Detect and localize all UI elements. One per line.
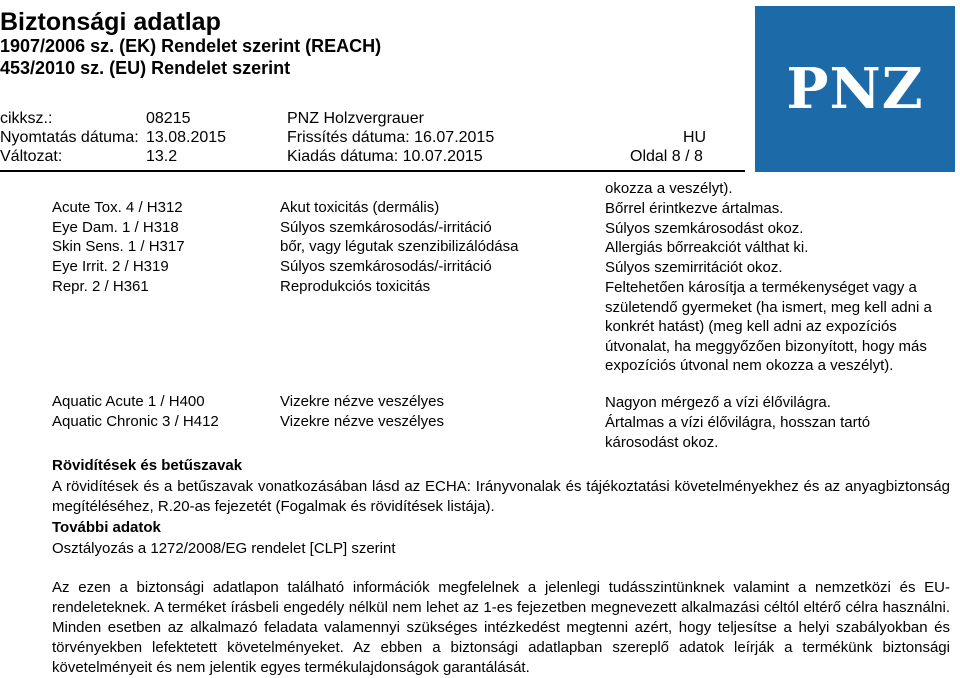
hazard-statement: Bőrrel érintkezve ártalmas. xyxy=(605,200,784,217)
item-number-value: 08215 xyxy=(146,110,191,127)
hazard-code: Acute Tox. 4 / H312 xyxy=(52,199,183,216)
hazard-statement: Allergiás bőrreakciót válthat ki. xyxy=(605,239,809,256)
classification-note: Osztályozás a 1272/2008/EG rendelet [CLP] szerint xyxy=(52,540,396,557)
header-divider xyxy=(0,170,745,172)
hazard-class: Súlyos szemkárosodás/-irritáció xyxy=(280,219,492,236)
refresh-date: Frissítés dátuma: 16.07.2015 xyxy=(287,129,495,146)
further-info-title: További adatok xyxy=(52,519,161,536)
print-date-value: 13.08.2015 xyxy=(146,129,227,146)
abbreviations-text: A rövidítések és a betűszavak vonatkozásában lásd az ECHA: Irányvonalak és tájékoztatási követelményekhez és az anyagbiztonság megítéléséhez, R.20-as fejezetét (Fogalmak és rövidítések listája). xyxy=(52,478,950,515)
hazard-statement: Feltehetően károsítja a termékenységet vagy a születendő gyermeket (ha ismert, meg kell adni a konkrét hatást) (meg kell adni az expozíciós útvonalat, ha meggyőzően bizonyított, hogy más expozíciós útvonal nem okozza a veszélyt). xyxy=(605,279,932,374)
regulation-line-2: 453/2010 sz. (EU) Rendelet szerint xyxy=(0,58,291,78)
statement-continuation: okozza a veszélyt). xyxy=(605,180,733,197)
hazard-class: Vizekre nézve veszélyes xyxy=(280,393,444,410)
product-name: PNZ Holzvergrauer xyxy=(287,110,424,127)
hazard-class: Súlyos szemkárosodás/-irritáció xyxy=(280,258,492,275)
hazard-statement: Nagyon mérgező a vízi élővilágra. xyxy=(605,394,831,411)
regulation-line-1: 1907/2006 sz. (EK) Rendelet szerint (REACH) xyxy=(0,36,382,56)
hazard-class: bőr, vagy légutak szenzibilizálódása xyxy=(280,238,519,255)
hazard-code: Skin Sens. 1 / H317 xyxy=(52,238,185,255)
country-code: HU xyxy=(683,129,707,146)
issue-date: Kiadás dátuma: 10.07.2015 xyxy=(287,148,483,165)
hazard-code: Aquatic Acute 1 / H400 xyxy=(52,393,205,410)
hazard-class: Vizekre nézve veszélyes xyxy=(280,413,444,430)
document-title: Biztonsági adatlap xyxy=(0,8,221,36)
hazard-statement: Súlyos szemirritációt okoz. xyxy=(605,259,783,276)
hazard-code: Eye Dam. 1 / H318 xyxy=(52,219,179,236)
version-value: 13.2 xyxy=(146,148,178,165)
page-number: Oldal 8 / 8 xyxy=(630,148,703,165)
hazard-code: Aquatic Chronic 3 / H412 xyxy=(52,413,219,430)
hazard-statement: Súlyos szemkárosodást okoz. xyxy=(605,220,804,237)
hazard-code: Repr. 2 / H361 xyxy=(52,278,149,295)
hazard-class: Akut toxicitás (dermális) xyxy=(280,199,440,216)
print-date-label: Nyomtatás dátuma: xyxy=(0,129,139,146)
hazard-code: Eye Irrit. 2 / H319 xyxy=(52,258,169,275)
disclaimer-text: Az ezen a biztonsági adatlapon található információk megfelelnek a jelenlegi tudásszintünknek valamint a nemzetközi és EU-rendeleteknek. A terméket írásbeli engedély nélkül nem lehet az 1-es fejezetben megnevezett alkalmazási céltól eltérő célra használni. Minden esetben az alkalmazó feladata valamennyi szükséges intézkedést megtenni azért, hogy teljesítse a helyi szabályokban és törvényekben lefektetett követelményeket. Az ebben a biztonsági adatlapban szereplő adatok leírják a termékünk biztonsági követelményeit és nem jelentik egyes termékulajdonságok garantálását. xyxy=(52,579,950,676)
hazard-class: Reprodukciós toxicitás xyxy=(280,278,431,295)
pnz-logo xyxy=(755,6,955,172)
version-label: Változat: xyxy=(0,148,63,165)
abbreviations-title: Rövidítések és betűszavak xyxy=(52,457,243,474)
logo-text: PNZ xyxy=(786,56,924,122)
item-number-label: cikksz.: xyxy=(0,110,53,127)
hazard-statement: Ártalmas a vízi élővilágra, hosszan tartó károsodást okoz. xyxy=(605,414,871,451)
